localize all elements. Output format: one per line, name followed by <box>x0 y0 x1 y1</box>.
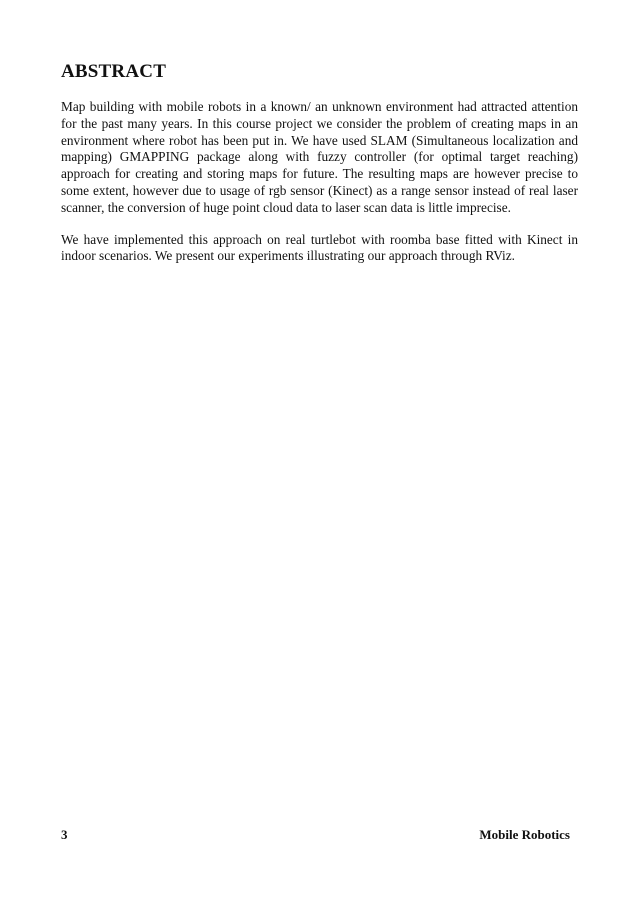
page-footer <box>61 826 570 844</box>
footer-title: Mobile Robotics <box>479 827 570 842</box>
abstract-paragraph-1: Map building with mobile robots in a known/ an unknown environment had attracted attention for the past many years. In this course project we consider the problem of creating maps in an environment where robot has been put in. We have used SLAM (Simultaneous localization and mapping) GMAPPING package along with fuzzy controller (for optimal target reaching) approach for creating and storing maps for future. The resulting maps are however precise to some extent, however due to usage of rgb sensor (Kinect) as a range sensor instead of real laser scanner, the conversion of huge point cloud data to laser scan data is little imprecise. <box>61 99 578 215</box>
abstract-body <box>61 99 578 280</box>
abstract-paragraph-2: We have implemented this approach on real turtlebot with roomba base fitted with Kinect in indoor scenarios. We present our experiments illustrating our approach through RViz. <box>61 231 578 264</box>
section-heading: ABSTRACT <box>61 61 167 82</box>
page-number: 3 <box>61 827 68 842</box>
